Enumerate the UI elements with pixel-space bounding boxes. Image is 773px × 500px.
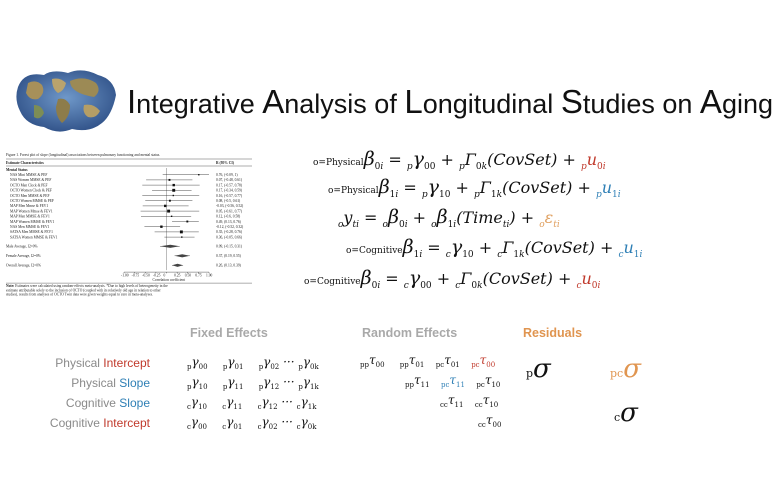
forest-point [173, 195, 174, 196]
forest-row-label: OCTO Women MMSE & PEF [10, 199, 54, 203]
forest-row-ci: -0.03, (-0.56, 0.52) [216, 204, 244, 209]
forest-col-left: Estimate Characteristics [6, 161, 44, 165]
forest-tick-label: -0.75 [131, 273, 140, 278]
fixed-effects-row-4: $_c\gamma_{00}$ $_c\gamma_{01}$ $_c\gamma_{02}$ ··· $_c\gamma_{0k}$ [187, 415, 317, 431]
forest-caption: Figure 1. Forest plot of slope (longitudinal) associations between pulmonary functioning and mental status. [6, 153, 161, 157]
equation-outcome: $_oy_{ti} = _o\beta_{0i}$ + $_o\beta_{1i}(Time_{ti}) + _o\varepsilon_{ti}$ [338, 206, 560, 230]
forest-note: Note: Estimates were calculated using random-effects meta-analysis. *Due to high levels of heterogeneity in the [6, 284, 168, 289]
forest-point [169, 179, 171, 181]
forest-row-ci: 0.07, (-0.48, 0.61) [216, 178, 243, 183]
random-effects-row-4: $_{cc}\tau_{00}$ [478, 413, 502, 429]
forest-row-ci: 0.26, (0.13, 0.39) [216, 263, 241, 268]
forest-row-ci: 0.16, (-0.57, 0.77) [216, 193, 243, 198]
forest-row-ci: 0.17, (-0.34, 0.59) [216, 188, 243, 193]
forest-row-ci: 0.12, (-0.6, 0.58) [216, 214, 241, 219]
forest-point [160, 226, 162, 228]
forest-row-label: OCTO Men MMSE & PEF [10, 193, 50, 198]
forest-row-ci: 0.37, (0.19, 0.55) [216, 254, 241, 259]
row-label-physical-slope: Physical Slope [71, 376, 150, 390]
random-effects-header: Random Effects [362, 326, 458, 340]
title-word: Analysis of [262, 83, 405, 120]
forest-note: estimate attributable solely to the inclusion of OCTO (coupled with its relatively old age in relation to other [6, 288, 161, 293]
forest-diamond [175, 254, 190, 257]
forest-row-ci: 0.08, (-0.5, 0.61) [216, 199, 241, 203]
forest-row-label: MAP Men MMSE & FEV1 [10, 214, 50, 219]
forest-plot [4, 148, 264, 318]
globe-logo [12, 65, 120, 137]
equation-physical-intercept: o=Physicalβ$_{0i}$ = $_p\gamma_{00}$ + $_p\Gamma_{0k}(CovSet) + _pu_{0i}$ [313, 148, 606, 172]
forest-row-ci: 0.09, (-0.15, 0.31) [216, 244, 243, 249]
forest-tick-label: 0.50 [184, 273, 192, 278]
forest-row-ci: 0.36, (-0.05, 0.66) [216, 235, 243, 240]
forest-row-ci: 0.17, (-0.57, 0.78) [216, 183, 243, 188]
title-word: Aging [699, 83, 773, 120]
forest-point [172, 189, 175, 192]
forest-row-ci: 0.76, (-0.09, 1) [216, 173, 238, 177]
forest-tick-label: 0 [163, 273, 166, 278]
fixed-effects-header: Fixed Effects [190, 326, 268, 340]
forest-diamond [172, 264, 183, 267]
forest-note: studies), results from analyses of OCTO Twin data were given weights equal to zero in meta-analyses. [6, 292, 154, 297]
forest-point [186, 221, 188, 223]
forest-row-ci: -0.12, (-0.52, 0.32) [216, 225, 244, 229]
random-effects-row-3: $_{cc}\tau_{11}$ $_{cc}\tau_{10}$ [440, 393, 499, 409]
forest-point [167, 210, 170, 213]
residual-sigma-cross: pcσ [610, 354, 641, 384]
page-title [127, 83, 773, 121]
row-label-cognitive-intercept: Cognitive Intercept [49, 416, 150, 430]
forest-row-label: MAP Men Mmse & FEV1 [10, 204, 49, 209]
residual-sigma-physical: pσ [526, 354, 551, 384]
fixed-effects-row-1: $_p\gamma_{00}$ $_p\gamma_{01}$ $_p\gamma_{02}$ ··· $_p\gamma_{0k}$ [187, 355, 319, 371]
forest-row-label: SATSA Women MMSE & FEV1 [10, 235, 58, 240]
forest-average-label: Overall Average, I2=0% [6, 263, 41, 268]
title-word: Integrative [127, 83, 263, 120]
forest-row-label: MAP Women MMSE & FEV1 [10, 219, 55, 224]
forest-row-label: OCTO Men Clock & PEF [10, 183, 48, 188]
forest-row-label: OCTO Women Clock & PEF [10, 188, 52, 193]
forest-tick-label: 0.25 [174, 273, 181, 278]
fixed-effects-row-2: $_p\gamma_{10}$ $_p\gamma_{11}$ $_p\gamma_{12}$ ··· $_p\gamma_{1k}$ [187, 375, 319, 391]
forest-point [181, 236, 182, 237]
forest-point [164, 205, 166, 207]
equation-cognitive-slope: o=Cognitiveβ$_{1i}$ = $_c\gamma_{10}$ + $_c\Gamma_{1k}(CovSet) + _cu_{1i}$ [346, 236, 643, 260]
residual-sigma-cognitive: cσ [614, 398, 638, 428]
forest-point [169, 200, 171, 202]
forest-row-ci: 0.49, (0.13, 0.76) [216, 219, 241, 224]
forest-row-label: NAS Men MMSE & FEV1 [10, 225, 50, 229]
forest-row-label: NAS Women MMSE & PEF [10, 178, 52, 183]
forest-row-label: SATSA Men MMSE & FEV1 [10, 230, 53, 235]
forest-row-ci: 0.05, (-0.61, 0.77) [216, 209, 243, 214]
forest-tick-label: 1.00 [206, 273, 213, 278]
equation-physical-slope: o=Physicalβ$_{1i}$ = $_p\gamma_{10}$ + $_p\Gamma_{1k}(CovSet) + _pu_{1i}$ [328, 176, 621, 200]
forest-axis-label: Correlation coefficient [152, 278, 186, 283]
random-effects-row-1: $_{pp}\tau_{00}$ $_{pp}\tau_{01}$ $_{pc}\tau_{01}$ $_{pc}\tau_{00}$ [360, 353, 496, 369]
title-word: Longitudinal [404, 83, 561, 120]
random-effects-row-2: $_{pp}\tau_{11}$ $_{pc}\tau_{11}$ $_{pc}\tau_{10}$ [405, 373, 501, 389]
forest-point [173, 184, 175, 186]
forest-col-right: R (95% CI) [216, 161, 234, 165]
forest-average-label: Female Average, I2=0% [6, 254, 41, 259]
world-map-icon [12, 65, 120, 137]
row-label-physical-intercept: Physical Intercept [55, 356, 150, 370]
fixed-effects-row-3: $_c\gamma_{10}$ $_c\gamma_{11}$ $_c\gamma_{12}$ ··· $_c\gamma_{1k}$ [187, 395, 317, 411]
forest-point [180, 230, 183, 233]
forest-tick-label: -0.25 [152, 273, 161, 278]
title-word: Studies on [560, 83, 700, 120]
forest-tick-label: 0.75 [195, 273, 202, 278]
forest-plot-figure [4, 148, 264, 318]
equation-cognitive-intercept: o=Cognitiveβ$_{0i}$ = $_c\gamma_{00}$ + $_c\Gamma_{0k}(CovSet) + _cu_{0i}$ [304, 267, 601, 291]
residuals-header: Residuals [523, 326, 583, 340]
forest-point [198, 174, 199, 175]
forest-section: Mental Status [6, 168, 28, 172]
forest-diamond [160, 245, 180, 248]
forest-row-label: MAP Women Mmse & FEV1 [10, 209, 53, 214]
forest-row-ci: 0.35, (-0.28, 0.76) [216, 230, 243, 235]
forest-point [171, 216, 172, 217]
forest-tick-label: -1.00 [121, 273, 129, 278]
forest-row-label: NAS Mini MMSE & PEF [10, 173, 48, 177]
forest-tick-label: -0.50 [142, 273, 150, 278]
forest-average-label: Male Average, I2=0% [6, 244, 38, 249]
row-label-cognitive-slope: Cognitive Slope [65, 396, 150, 410]
